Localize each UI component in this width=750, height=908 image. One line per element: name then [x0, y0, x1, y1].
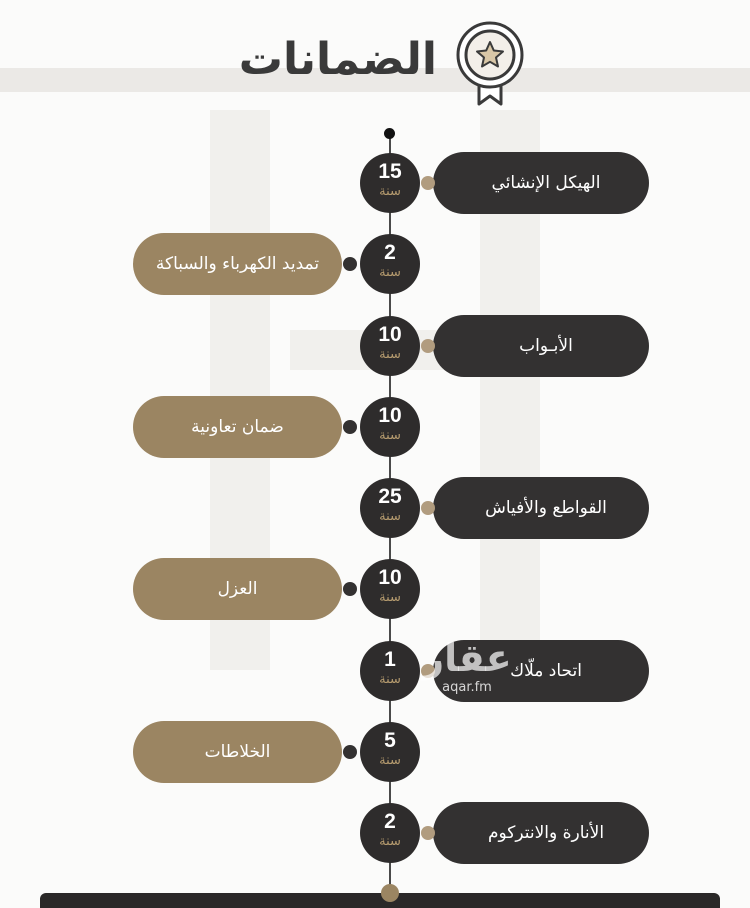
years-badge: [360, 316, 420, 376]
warranty-item-label: الخلاطات: [133, 721, 342, 783]
warranty-item-label: القواطع والأفياش: [433, 477, 649, 539]
timeline-connector-dot: [343, 582, 357, 596]
years-badge: [360, 803, 420, 863]
timeline-start-dot: [384, 128, 395, 139]
years-badge: [360, 722, 420, 782]
years-number: 10: [378, 566, 402, 589]
warranty-item-label: ضمان تعاونية: [133, 396, 342, 458]
warranty-item-label: الأنارة والانتركوم: [433, 802, 649, 864]
warranty-item-label: تمديد الكهرباء والسباكة: [133, 233, 342, 295]
years-unit: سنة: [379, 590, 401, 605]
timeline-connector-dot: [343, 257, 357, 271]
timeline-connector-dot: [421, 826, 435, 840]
watermark-logo: عقار: [422, 636, 512, 680]
warranty-item-label: العزل: [133, 558, 342, 620]
timeline-end-dot: [381, 884, 399, 902]
years-unit: سنة: [379, 834, 401, 849]
warranty-item-label: الهيكل الإنشائي: [433, 152, 649, 214]
timeline-connector-dot: [343, 745, 357, 759]
years-badge: [360, 234, 420, 294]
years-unit: سنة: [379, 672, 401, 687]
years-badge: [360, 559, 420, 619]
timeline-connector-dot: [421, 176, 435, 190]
warranty-item-label: الأبـواب: [433, 315, 649, 377]
years-number: 2: [384, 241, 396, 264]
years-unit: سنة: [379, 347, 401, 362]
years-unit: سنة: [379, 509, 401, 524]
page-title: الضمانات: [238, 34, 437, 85]
years-unit: سنة: [379, 753, 401, 768]
award-badge-icon: [455, 20, 525, 110]
timeline-connector-dot: [421, 339, 435, 353]
years-number: 5: [384, 729, 396, 752]
timeline-connector-dot: [343, 420, 357, 434]
years-unit: سنة: [379, 428, 401, 443]
years-number: 15: [378, 160, 402, 183]
years-unit: سنة: [379, 265, 401, 280]
years-number: 10: [378, 404, 402, 427]
years-number: 2: [384, 810, 396, 833]
years-badge: [360, 397, 420, 457]
years-number: 10: [378, 323, 402, 346]
years-badge: [360, 478, 420, 538]
years-badge: [360, 153, 420, 213]
warranty-item-label: اتحاد ملّاك: [433, 640, 649, 702]
years-number: 25: [378, 485, 402, 508]
years-unit: سنة: [379, 184, 401, 199]
watermark-domain: aqar.fm: [442, 680, 492, 695]
watermark: [402, 636, 532, 696]
timeline-connector-dot: [421, 501, 435, 515]
years-number: 1: [384, 648, 396, 671]
bottom-band: [40, 893, 720, 908]
